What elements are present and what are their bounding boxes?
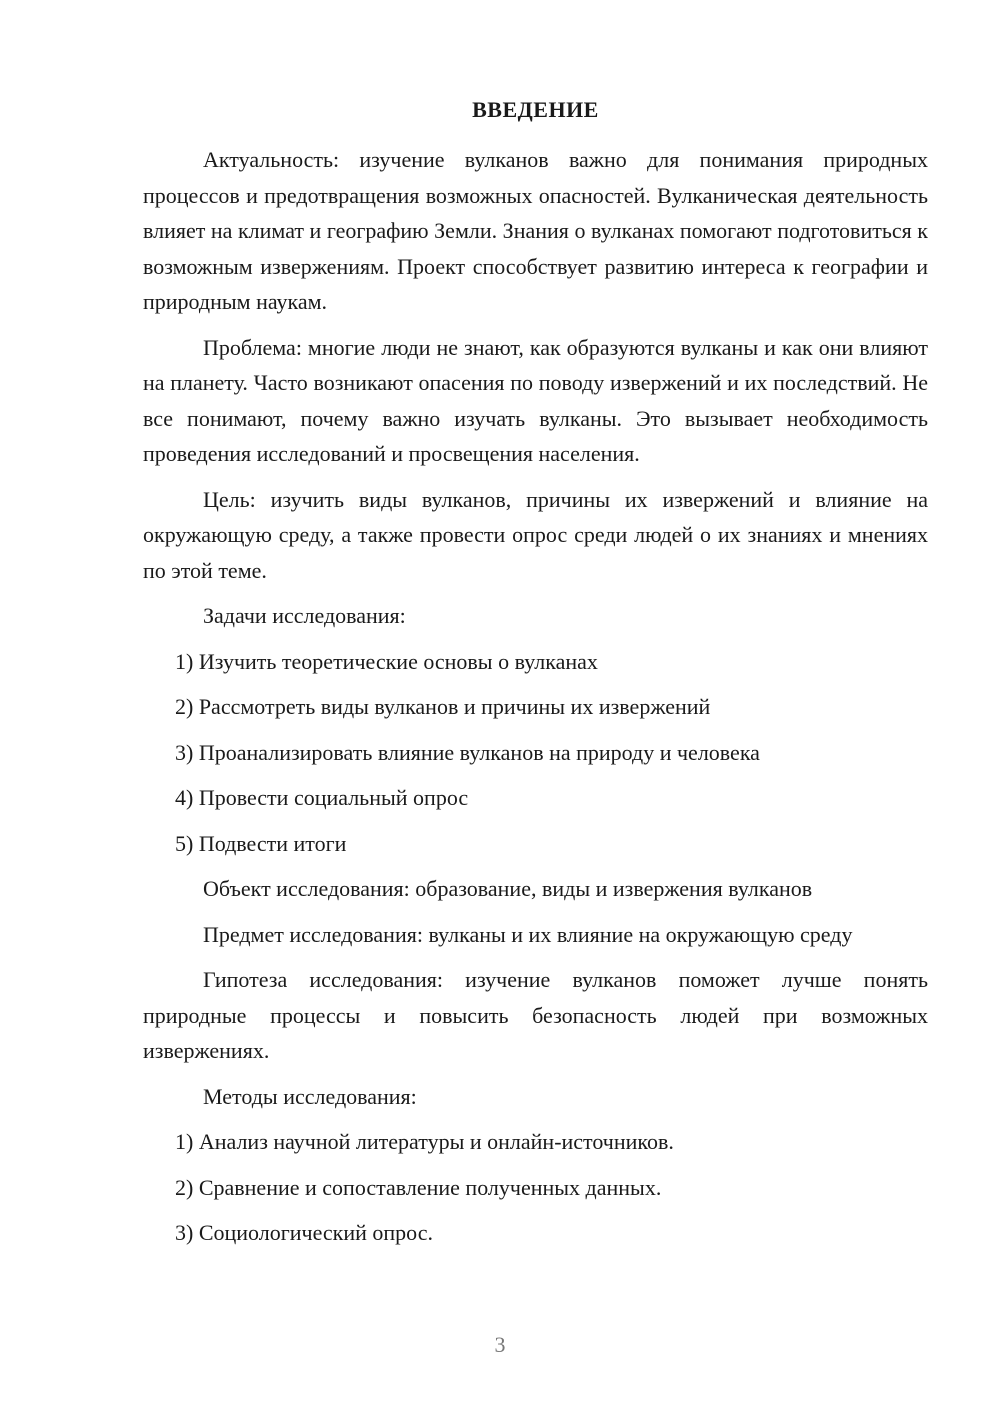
task-item: 5) Подвести итоги [175, 830, 347, 856]
tasks-heading: Задачи исследования: [203, 603, 406, 628]
method-item: 2) Сравнение и сопоставление полученных данных. [175, 1174, 662, 1200]
task-item: 2) Рассмотреть виды вулканов и причины их извержений [175, 694, 711, 719]
task-item: 1) Изучить теоретические основы о вулканах [175, 648, 598, 674]
method-item: 1) Анализ научной литературы и онлайн-источников. [175, 1129, 674, 1154]
methods-heading: Методы исследования: [203, 1083, 417, 1109]
method-item: 3) Социологический опрос. [175, 1220, 433, 1245]
task-item: 3) Проанализировать влияние вулканов на природу и человека [175, 739, 760, 765]
relevance-paragraph: Актуальность: изучение вулканов важно для понимания природных процессов и предотвращения возможных опасностей. Вулканическая деятельность влияет на климат и географию Земли. Знания о вулканах помогают подготовиться к возможным извержениям. Проект способствует развитию интереса к географии и природным наукам. [143, 147, 928, 314]
page-number: 3 [494, 1332, 506, 1357]
tasks-list [143, 644, 928, 862]
problem-paragraph: Проблема: многие люди не знают, как образуются вулканы и как они влияют на планету. Часто возникают опасения по поводу извержений и их последствий. Не все понимают, почему важно изучать вулканы. Это вызывает необходимость проведения исследований и просвещения населения. [143, 334, 928, 466]
document-page [143, 92, 928, 1261]
subject-paragraph: Предмет исследования: вулканы и их влияние на окружающую среду [203, 921, 853, 947]
object-paragraph: Объект исследования: образование, виды и извержения вулканов [203, 876, 813, 901]
task-item: 4) Провести социальный опрос [175, 785, 469, 810]
page-title: ВВЕДЕНИЕ [472, 97, 599, 122]
goal-paragraph: Цель: изучить виды вулканов, причины их извержений и влияние на окружающую среду, а также провести опрос среди людей о их знаниях и мнениях по этой теме. [143, 486, 928, 583]
methods-list [143, 1124, 928, 1251]
hypothesis-paragraph: Гипотеза исследования: изучение вулканов поможет лучше понять природные процессы и повысить безопасность людей при возможных извержениях. [143, 967, 928, 1063]
